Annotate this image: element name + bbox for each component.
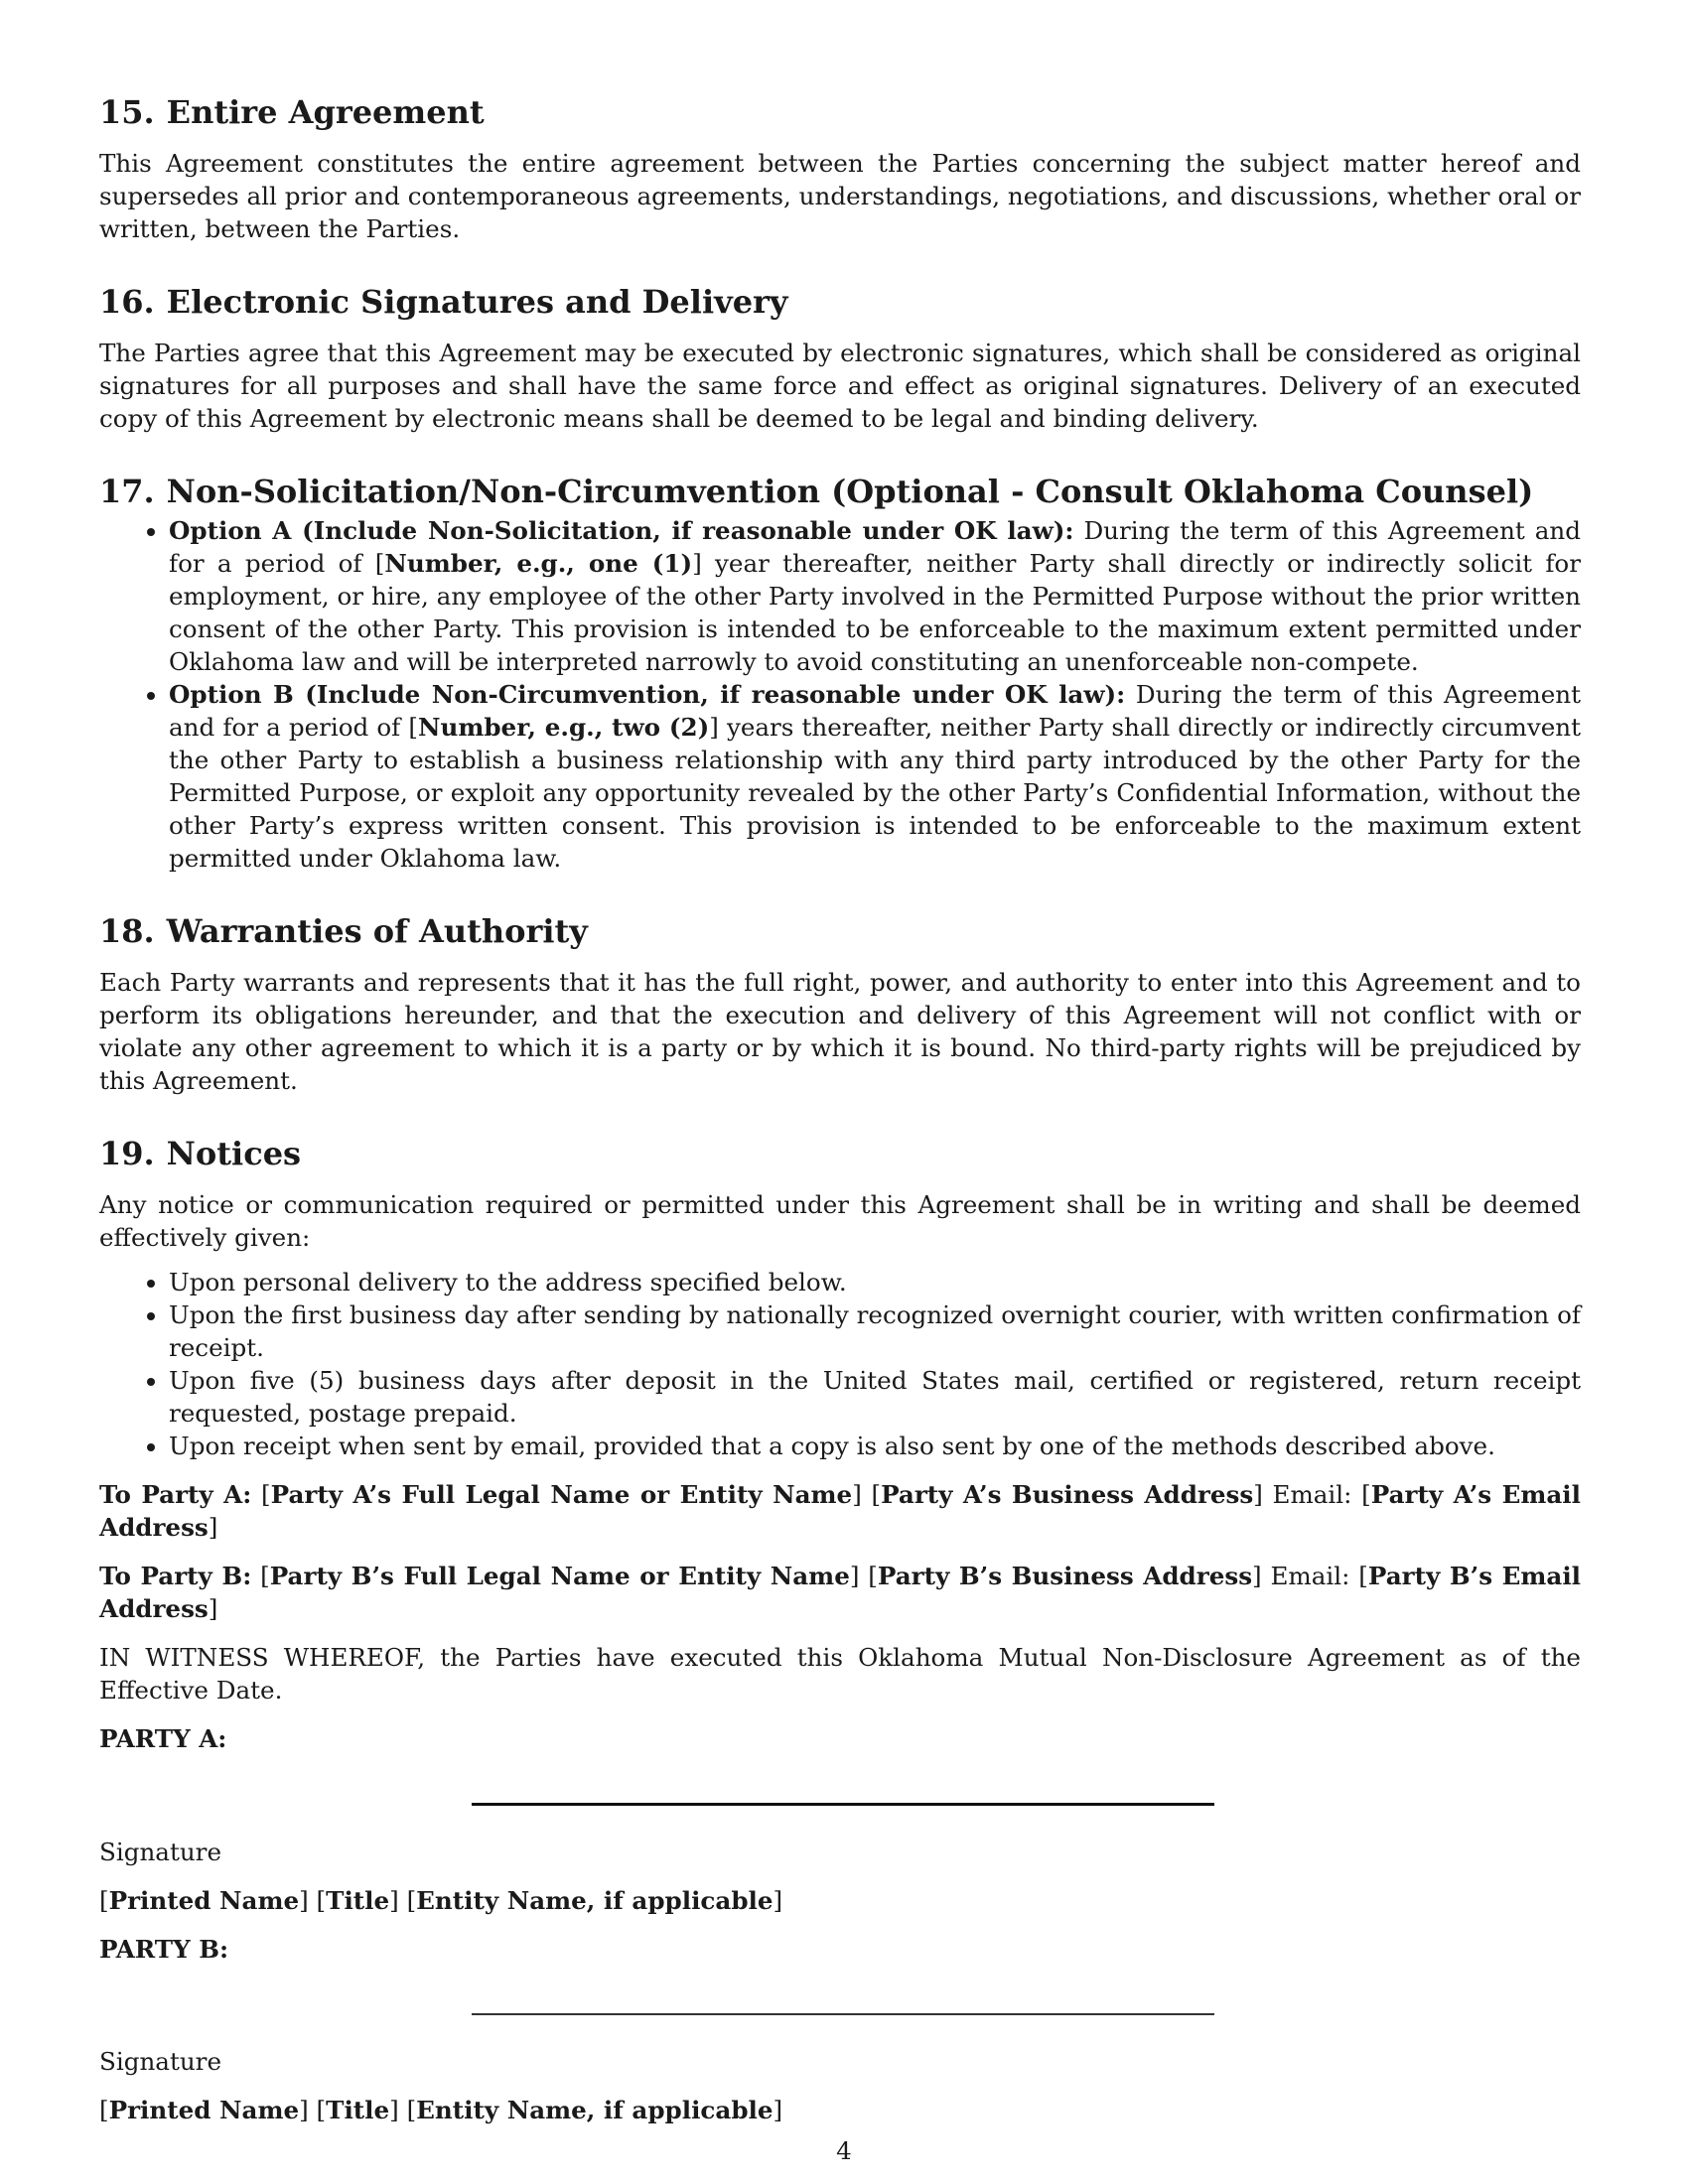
option-text: During the term of this Agreement and for a period of [ (169, 680, 1582, 742)
section-entire-agreement (99, 91, 1581, 245)
section-number: 17. (99, 473, 155, 510)
party-label: To Party B: (99, 1562, 252, 1590)
section-body: The Parties agree that this Agreement may be executed by electronic signatures, which shall be considered as original signatures for all purposes and shall have the same force and effect as original signatures. Delivery of an executed copy of this Agreement by electronic means shall be deemed to be legal and binding delivery. (99, 339, 1581, 433)
section-title: Entire Agreement (166, 93, 485, 131)
signature-block-party-a (99, 1722, 1581, 1917)
placeholder: Printed Name (108, 2096, 300, 2124)
section-body: This Agreement constitutes the entire agreement between the Parties concerning the subject matter hereof and supersedes all prior and contemporaneous agreements, understandings, negotiations, and discussions, whether oral or written, between the Parties. (99, 149, 1581, 243)
placeholder: Party B’s Business Address (877, 1562, 1253, 1590)
section-heading (99, 91, 1581, 133)
party-heading-text: PARTY B: (99, 1935, 229, 1964)
section-heading (99, 281, 1581, 323)
placeholder: Entity Name, if applicable (416, 2096, 774, 2124)
option-text: During the term of this Agreement and for a period of [ (169, 516, 1581, 578)
printed-name-line: [Printed Name] [Title] [Entity Name, if applicable] (99, 1886, 783, 1915)
document-page (99, 91, 1581, 2126)
options-list (99, 514, 1581, 875)
party-heading (99, 1722, 1581, 1755)
notice-party-a: To Party A: [Party A’s Full Legal Name or Entity Name] [Party A’s Business Address] Email: [Party A’s Email Address] (99, 1480, 1581, 1542)
list-item: • Upon personal delivery to the address specified below. (169, 1266, 1581, 1298)
notice-party-b: To Party B: [Party B’s Full Legal Name or Entity Name] [Party B’s Business Address] Email: [Party B’s Email Address] (99, 1562, 1582, 1623)
witness-clause: IN WITNESS WHEREOF, the Parties have executed this Oklahoma Mutual Non-Disclosure Agreement as of the Effective Date. (99, 1643, 1581, 1705)
section-heading (99, 910, 1581, 952)
placeholder: Printed Name (108, 1886, 300, 1915)
placeholder: Number, e.g., two (2) (417, 713, 710, 742)
section-title: Notices (166, 1135, 302, 1172)
placeholder: Title (326, 1886, 390, 1915)
section-number: 19. (99, 1135, 155, 1172)
list-item-option-a (169, 514, 1581, 678)
section-intro: Any notice or communication required or permitted under this Agreement shall be in writing and shall be deemed effectively given: (99, 1190, 1581, 1252)
list-item-option-b (169, 678, 1581, 875)
section-title: Warranties of Authority (166, 912, 588, 950)
email-label: Email: (1272, 1480, 1352, 1509)
placeholder: Party B’s Email Address (99, 1562, 1582, 1623)
party-heading-text: PARTY A: (99, 1724, 227, 1753)
email-label: Email: (1270, 1562, 1350, 1590)
section-number: 15. (99, 93, 155, 131)
section-notices (99, 1133, 1581, 1706)
section-number: 16. (99, 283, 155, 321)
list-item: • Upon receipt when sent by email, provided that a copy is also sent by one of the methods described above. (169, 1430, 1581, 1462)
section-heading (99, 471, 1581, 512)
option-lead: Option B (Include Non-Circumvention, if reasonable under OK law): (169, 680, 1126, 709)
list-item: • Upon the first business day after sending by nationally recognized overnight courier, with written confirmation of receipt. (169, 1298, 1581, 1364)
placeholder: Title (326, 2096, 390, 2124)
placeholder: Party B’s Full Legal Name or Entity Name (269, 1562, 850, 1590)
option-text: ] years thereafter, neither Party shall directly or indirectly circumvent the other Party to establish a business relationship with any third party introduced by the other Party for the Permitted Purpose, or exploit any opportunity revealed by the other Party’s Confidential Information, without the other Party’s express written consent. This provision is intended to be enforceable to the maximum extent permitted under Oklahoma law. (169, 713, 1581, 873)
section-heading (99, 1133, 1581, 1174)
printed-name-line: [Printed Name] [Title] [Entity Name, if applicable] (99, 2096, 783, 2124)
placeholder: Party A’s Business Address (881, 1480, 1254, 1509)
section-title: Electronic Signatures and Delivery (166, 283, 788, 321)
section-non-solicitation (99, 471, 1581, 875)
signature-line (472, 2013, 1214, 2015)
page-number: 4 (836, 2136, 852, 2165)
placeholder: Entity Name, if applicable (416, 1886, 774, 1915)
party-heading (99, 1933, 1581, 1966)
section-body: Each Party warrants and represents that it has the full right, power, and authority to enter into this Agreement and to perform its obligations hereunder, and that the execution and delivery of this Agreement will not conflict with or violate any other agreement to which it is a party or by which it is bound. No third-party rights will be prejudiced by this Agreement. (99, 968, 1581, 1095)
section-warranties (99, 910, 1581, 1097)
placeholder: Party A’s Full Legal Name or Entity Name (270, 1480, 853, 1509)
placeholder: Number, e.g., one (1) (384, 549, 693, 578)
section-electronic-signatures (99, 281, 1581, 435)
party-label: To Party A: (99, 1480, 252, 1509)
signature-label: Signature (99, 1838, 221, 1866)
signature-block-party-b (99, 1933, 1581, 2126)
section-number: 18. (99, 912, 155, 950)
placeholder: Party A’s Email Address (99, 1480, 1581, 1542)
signature-label: Signature (99, 2047, 221, 2076)
section-title: Non-Solicitation/Non-Circumvention (Optional - Consult Oklahoma Counsel) (166, 473, 1534, 510)
signature-line (472, 1803, 1214, 1806)
option-text: ] year thereafter, neither Party shall directly or indirectly solicit for employment, or hire, any employee of the other Party involved in the Permitted Purpose without the prior written consent of the other Party. This provision is intended to be enforceable to the maximum extent permitted under Oklahoma law and will be interpreted narrowly to avoid constituting an unenforceable non-compete. (169, 549, 1581, 676)
option-lead: Option A (Include Non-Solicitation, if reasonable under OK law): (169, 516, 1074, 545)
list-item: • Upon five (5) business days after deposit in the United States mail, certified or registered, return receipt requested, postage prepaid. (169, 1364, 1581, 1430)
notice-methods-list (99, 1266, 1581, 1462)
